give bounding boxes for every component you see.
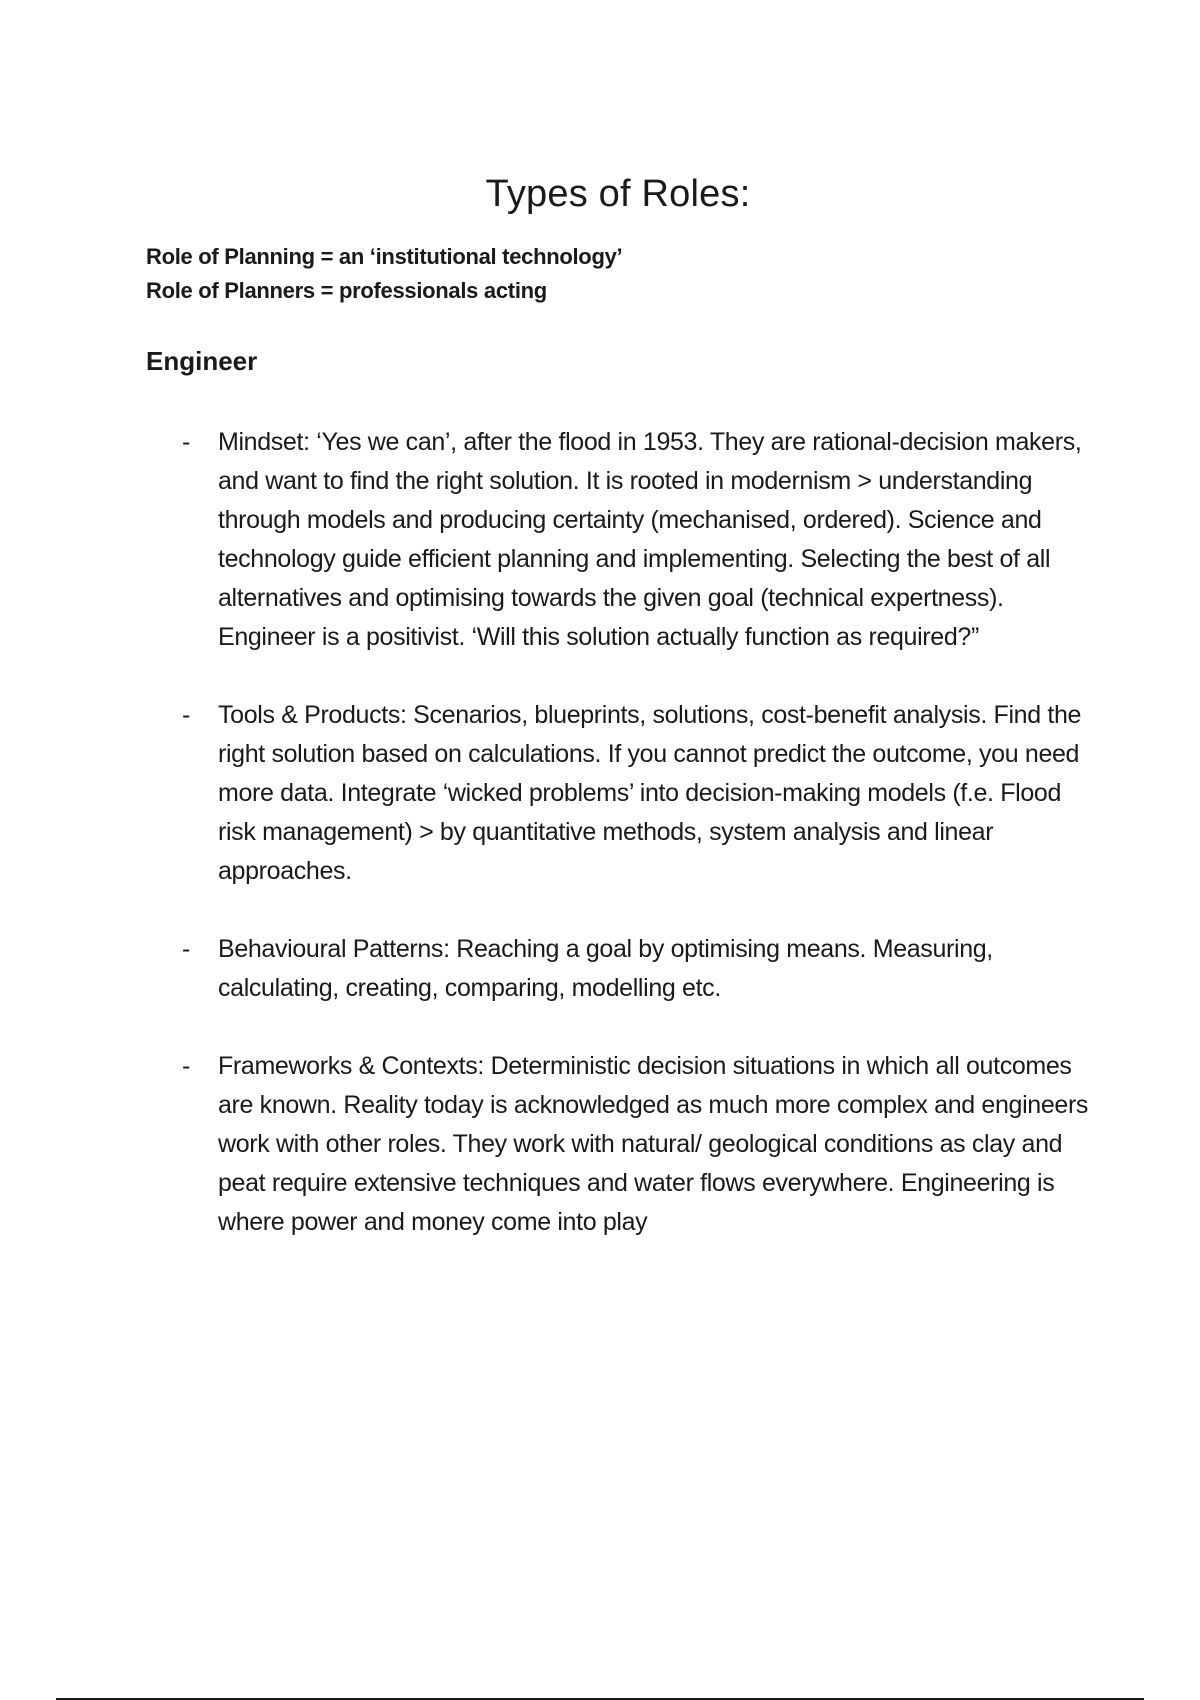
- bullet-text: Mindset: ‘Yes we can’, after the flood in 1953. They are rational-decision makers, and want to find the right solution. It is rooted in modernism > understanding through models and producing certainty (mechanised, ordered). Science and technology guide efficient planning and implementing. Selecting the best of all alternatives and optimising towards the given goal (technical expertness). Engineer is a positivist. ‘Will this solution actually function as required?”: [218, 428, 1082, 651]
- page-title: Types of Roles:: [485, 173, 751, 216]
- bullet-dash: -: [182, 428, 190, 456]
- bullet-tools-products: [180, 696, 1100, 891]
- bullet-dash: -: [182, 701, 190, 729]
- bullet-dash: -: [182, 1052, 190, 1080]
- role-of-planning-line: Role of Planning = an ‘institutional technology’: [146, 244, 623, 269]
- bullet-text: Frameworks & Contexts: Deterministic decision situations in which all outcomes are known. Reality today is acknowledged as much more complex and engineers work with other roles. They work with natural/ geological conditions as clay and peat require extensive techniques and water flows everywhere. Engineering is where power and money come into play: [218, 1052, 1089, 1236]
- bullet-frameworks-contexts: [180, 1047, 1100, 1242]
- bullet-behavioural-patterns: [180, 930, 1100, 1008]
- bullet-text: Behavioural Patterns: Reaching a goal by optimising means. Measuring, calculating, creating, comparing, modelling etc.: [218, 935, 993, 1002]
- bullet-mindset: [180, 423, 1100, 657]
- role-of-planners-line: Role of Planners = professionals acting: [146, 278, 547, 303]
- bullet-text: Tools & Products: Scenarios, blueprints, solutions, cost-benefit analysis. Find the right solution based on calculations. If you cannot predict the outcome, you need more data. Integrate ‘wicked problems’ into decision-making models (f.e. Flood risk management) > by quantitative methods, system analysis and linear approaches.: [218, 701, 1082, 885]
- role-definitions: [146, 240, 622, 308]
- engineer-bullet-list: [180, 423, 1100, 1281]
- section-heading-engineer: Engineer: [146, 346, 258, 376]
- bullet-dash: -: [182, 935, 190, 963]
